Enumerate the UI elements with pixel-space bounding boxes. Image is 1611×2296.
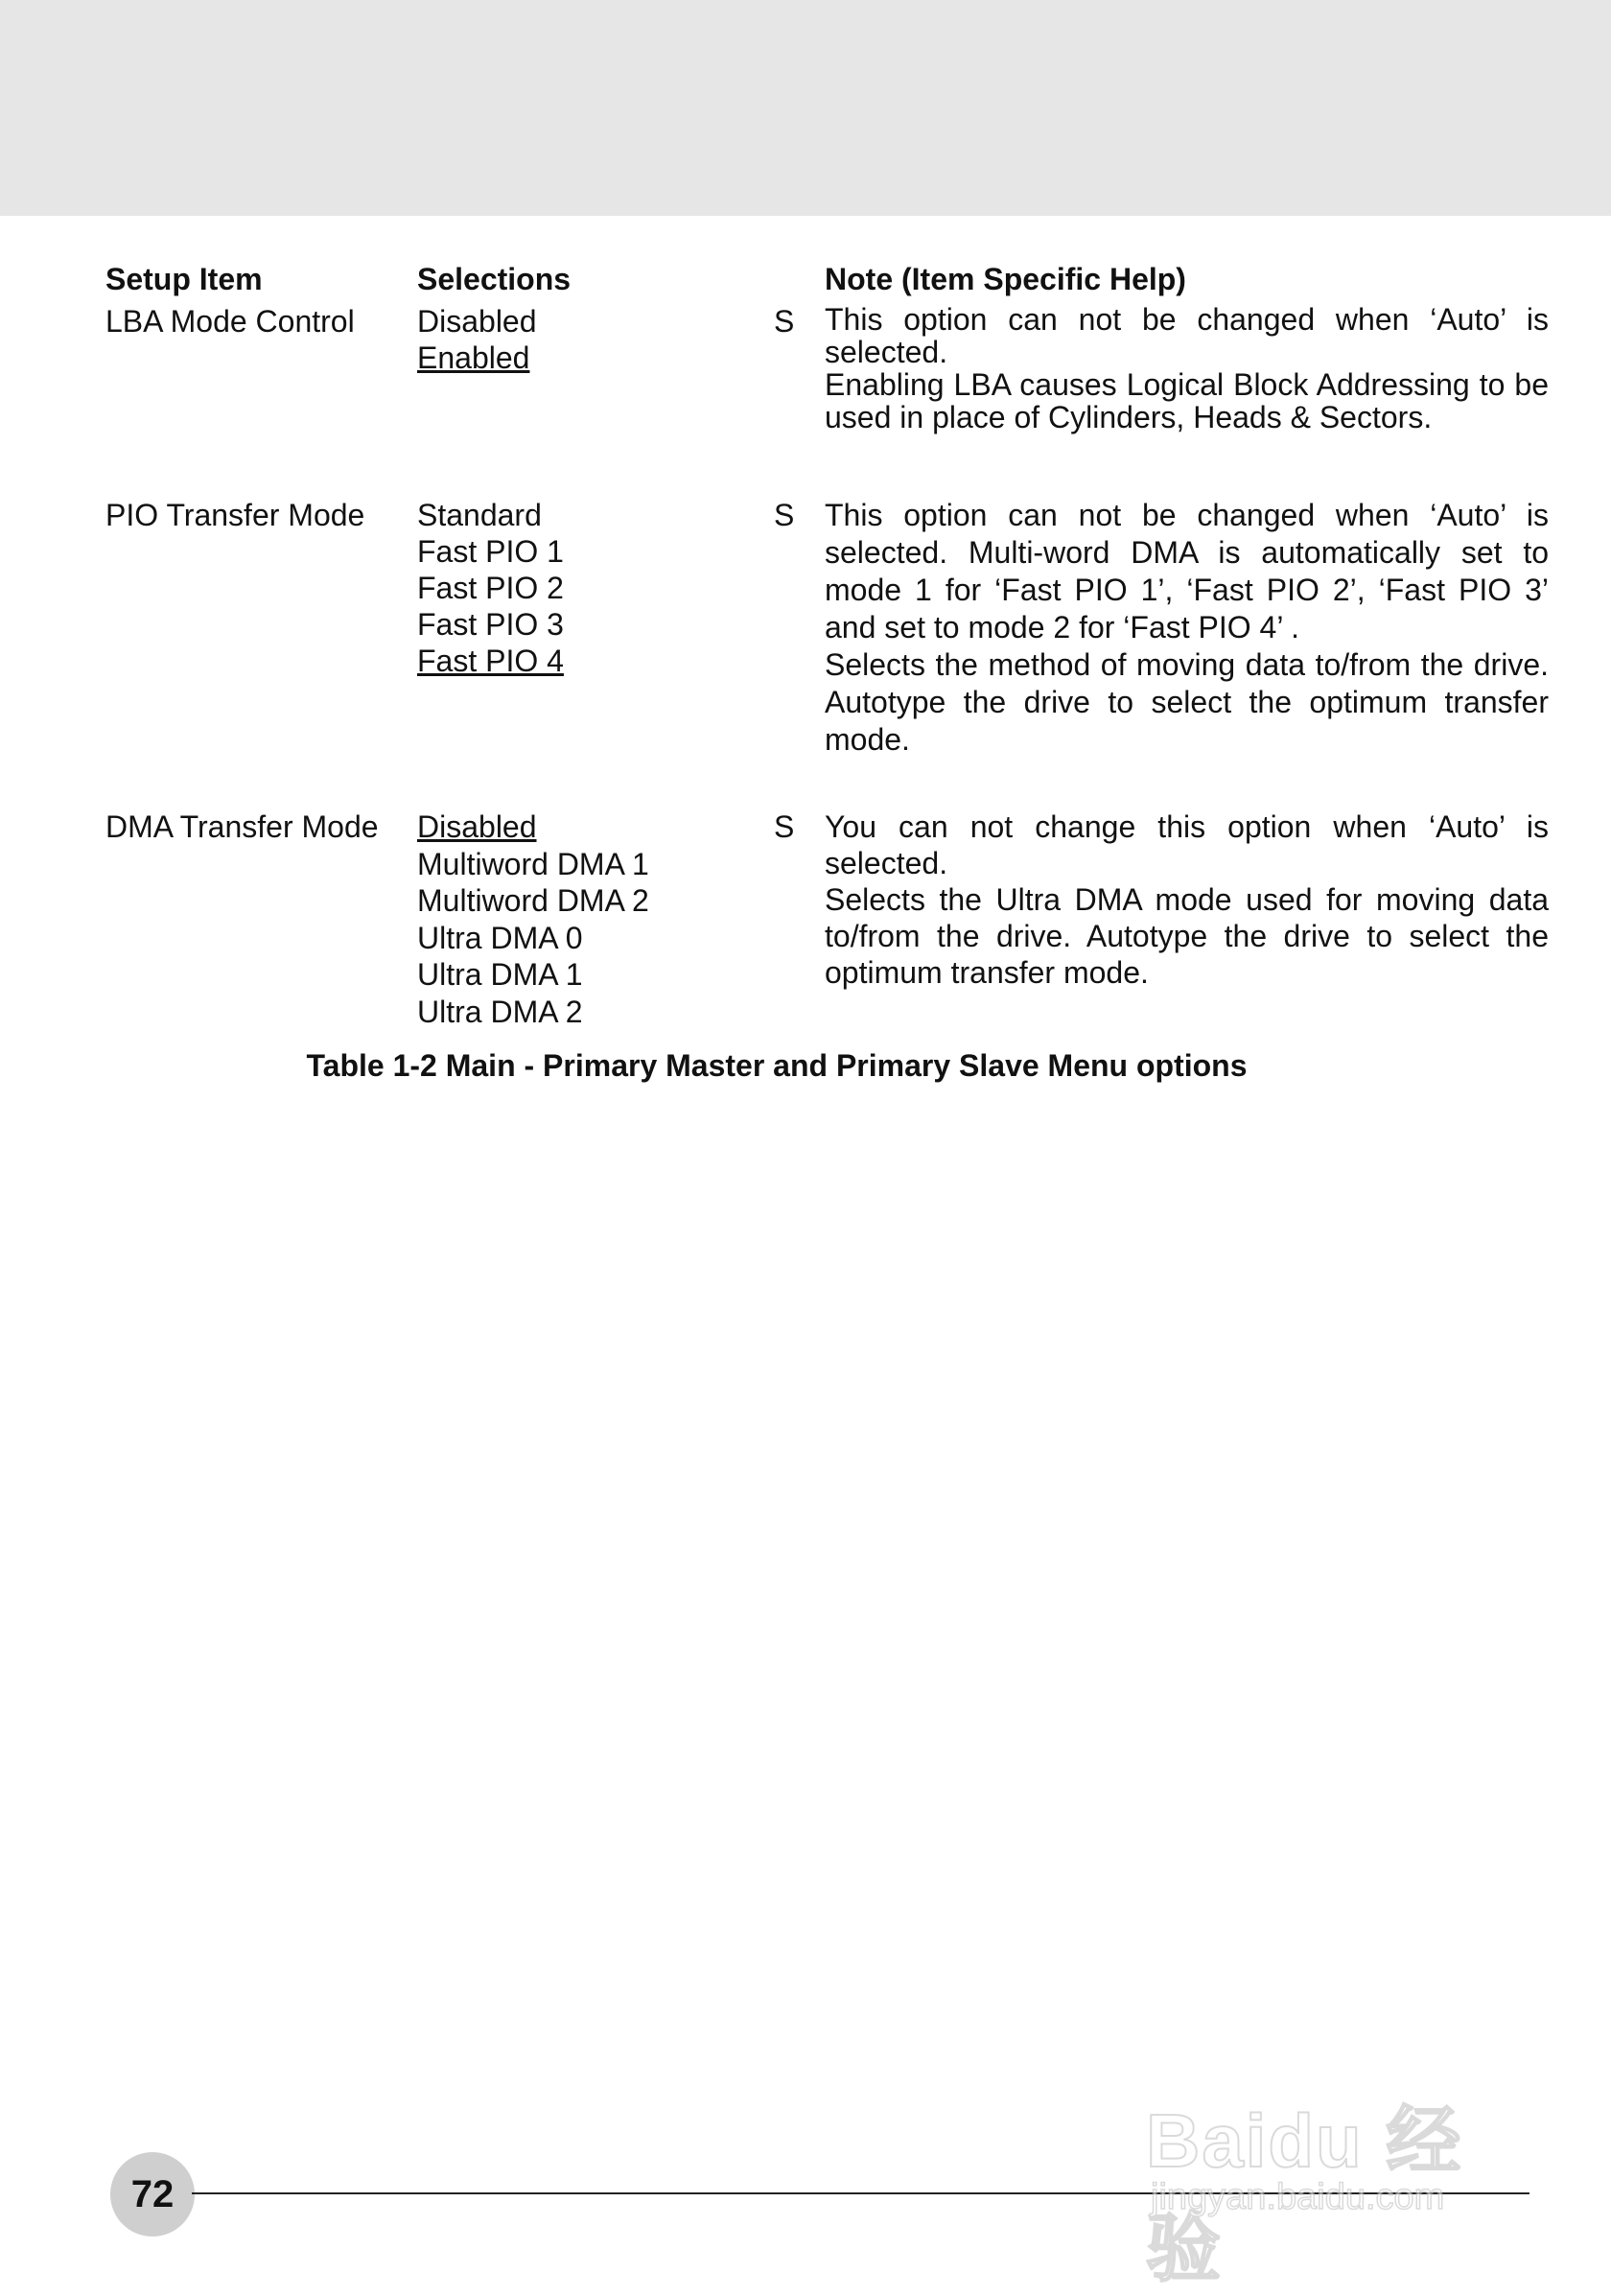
header-note: Note (Item Specific Help) xyxy=(825,262,1186,296)
note-paragraph: This option can not be changed when ‘Auto’ is selected. xyxy=(825,302,1549,369)
selection-option: Fast PIO 2 xyxy=(417,571,564,605)
selections-list xyxy=(417,303,537,376)
header-setup-item: Setup Item xyxy=(105,262,263,296)
selection-option-default: Enabled xyxy=(417,340,530,375)
selection-option-default: Fast PIO 4 xyxy=(417,644,564,678)
selection-option: Multiword DMA 1 xyxy=(417,846,649,881)
selections-list xyxy=(417,497,564,679)
row-marker: S xyxy=(774,809,795,844)
note-paragraph: Selects the method of moving data to/from the drive. Autotype the drive to select the optimum transfer mode. xyxy=(825,647,1549,757)
selection-option: Ultra DMA 0 xyxy=(417,920,583,955)
note-paragraph: You can not change this option when ‘Auto’ is selected. xyxy=(825,809,1549,880)
selections-list xyxy=(417,808,649,1030)
setup-item-label: PIO Transfer Mode xyxy=(105,498,365,532)
baidu-watermark xyxy=(1136,2043,1520,2290)
selection-option: Disabled xyxy=(417,304,537,339)
selection-option: Standard xyxy=(417,498,542,532)
row-marker: S xyxy=(774,304,795,339)
selection-option: Fast PIO 3 xyxy=(417,607,564,642)
row-marker: S xyxy=(774,498,795,532)
selection-option: Fast PIO 1 xyxy=(417,534,564,569)
header-band xyxy=(0,0,1611,216)
watermark-logo-text: Baidu 经验 xyxy=(1146,2098,1463,2290)
page-number-badge xyxy=(110,2152,195,2237)
note-paragraph: This option can not be changed when ‘Auto’ is selected. Multi-word DMA is automatically set to mode 1 for ‘Fast PIO 1’, ‘Fast PIO 2’, ‘Fast PIO 3’ and set to mode 2 for ‘Fast PIO 4’ . xyxy=(825,498,1549,644)
note-text xyxy=(825,303,1549,433)
note-text xyxy=(825,808,1549,991)
note-paragraph: Selects the Ultra DMA mode used for moving data to/from the drive. Autotype the drive to select the optimum transfer mode. xyxy=(825,882,1549,990)
header-selections: Selections xyxy=(417,262,572,296)
note-text xyxy=(825,497,1549,759)
note-paragraph: Enabling LBA causes Logical Block Addressing to be used in place of Cylinders, Heads & Sectors. xyxy=(825,367,1549,434)
selection-option-default: Disabled xyxy=(417,809,537,844)
selection-option: Ultra DMA 2 xyxy=(417,994,583,1029)
selection-option: Ultra DMA 1 xyxy=(417,957,583,992)
setup-item-label: DMA Transfer Mode xyxy=(105,809,379,844)
setup-item-label: LBA Mode Control xyxy=(105,304,355,339)
watermark-url: jingyan.baidu.com xyxy=(1151,2177,1445,2217)
table-caption: Table 1-2 Main - Primary Master and Primary Slave Menu options xyxy=(306,1048,1248,1083)
page-number: 72 xyxy=(130,2172,175,2215)
selection-option: Multiword DMA 2 xyxy=(417,883,649,918)
